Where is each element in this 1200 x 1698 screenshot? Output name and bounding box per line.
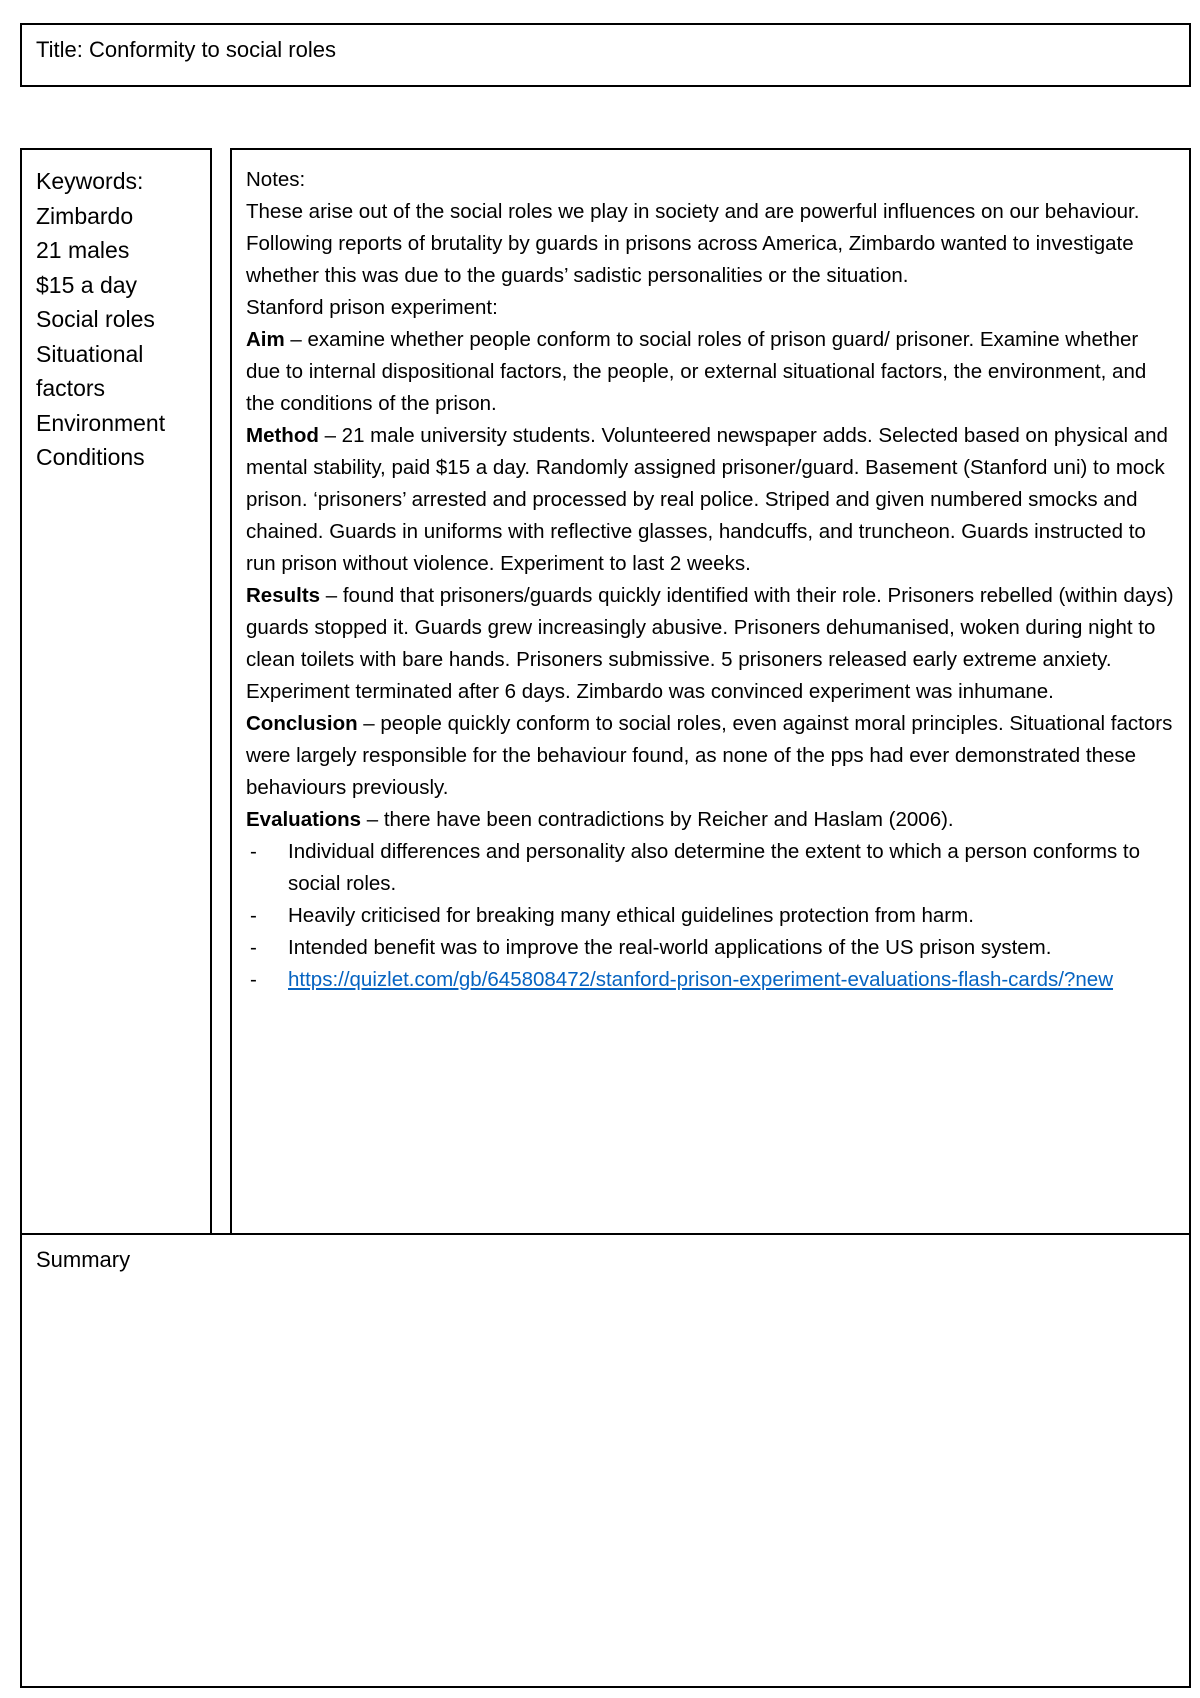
- conclusion-paragraph: [246, 708, 1175, 804]
- keyword-item: Environment: [36, 409, 166, 436]
- page-title: Title: Conformity to social roles: [36, 37, 336, 62]
- evaluations-paragraph: [246, 804, 1175, 836]
- method-label: Method: [246, 424, 319, 447]
- title-box: [20, 23, 1191, 87]
- bullet-dash: -: [250, 840, 257, 863]
- aim-paragraph: [246, 324, 1175, 420]
- summary-panel: [20, 1233, 1191, 1688]
- keyword-item: 21 males: [36, 237, 130, 263]
- conclusion-text: – people quickly conform to social roles, even against moral principles. Situational factors were largely responsible for the behaviour found, as none of the pps had ever demonstrated these behaviours previously.: [246, 712, 1173, 799]
- evaluation-point: Intended benefit was to improve the real-world applications of the US prison system.: [288, 936, 1052, 959]
- aim-label: Aim: [246, 328, 285, 351]
- notes-panel: [230, 148, 1191, 1235]
- evaluation-list: [246, 836, 1175, 996]
- list-item: [246, 964, 1175, 996]
- aim-text: – examine whether people conform to social roles of prison guard/ prisoner. Examine whether due to internal dispositional factors, the people, or external situational factors, the environment, and the conditions of the prison.: [246, 328, 1147, 415]
- method-paragraph: [246, 420, 1175, 580]
- bullet-dash: -: [250, 968, 257, 991]
- evaluations-label: Evaluations: [246, 808, 362, 831]
- list-item: [246, 836, 1175, 900]
- summary-heading: Summary: [36, 1247, 131, 1272]
- bullet-dash: -: [250, 936, 257, 959]
- results-label: Results: [246, 584, 321, 607]
- keywords-panel: [20, 148, 212, 1235]
- keyword-item: Social roles: [36, 306, 155, 332]
- keywords-heading: Keywords:: [36, 168, 144, 194]
- keyword-item: Conditions: [36, 444, 145, 470]
- evaluations-text: – there have been contradictions by Reicher and Haslam (2006).: [361, 808, 954, 831]
- notes-intro: These arise out of the social roles we play in society and are powerful influences on our behaviour. Following reports of brutality by guards in prisons across America, Zimbardo wanted to investigate whether this was due to the guards’ sadistic personalities or the situation.: [246, 200, 1140, 287]
- notes-heading: Notes:: [246, 168, 306, 191]
- evaluation-point: Heavily criticised for breaking many ethical guidelines protection from harm.: [288, 904, 974, 927]
- evaluation-point: Individual differences and personality also determine the extent to which a person conforms to social roles.: [288, 840, 1141, 895]
- bullet-dash: -: [250, 904, 257, 927]
- keyword-item: $15 a day: [36, 271, 138, 298]
- list-item: [246, 900, 1175, 932]
- keyword-item: Zimbardo: [36, 202, 134, 229]
- list-item: [246, 932, 1175, 964]
- results-paragraph: [246, 580, 1175, 708]
- method-text: – 21 male university students. Volunteered newspaper adds. Selected based on physical and mental stability, paid $15 a day. Randomly assigned prisoner/guard. Basement (Stanford uni) to mock prison. ‘prisoners’ arrested and processed by real police. Striped and given numbered smocks and chained. Guards in uniforms with reflective glasses, handcuffs, and truncheon. Guards instructed to run prison without violence. Experiment to last 2 weeks.: [246, 424, 1168, 575]
- conclusion-label: Conclusion: [246, 712, 358, 735]
- results-text: – found that prisoners/guards quickly identified with their role. Prisoners rebelled (within days) guards stopped it. Guards grew increasingly abusive. Prisoners dehumanised, woken during night to clean toilets with bare hands. Prisoners submissive. 5 prisoners released early extreme anxiety. Experiment terminated after 6 days. Zimbardo was convinced experiment was inhumane.: [246, 584, 1174, 703]
- quizlet-link[interactable]: https://quizlet.com/gb/645808472/stanford-prison-experiment-evaluations-flash-cards/?new: [288, 968, 1114, 991]
- experiment-label: Stanford prison experiment:: [246, 296, 498, 319]
- keyword-item: Situational factors: [36, 340, 144, 401]
